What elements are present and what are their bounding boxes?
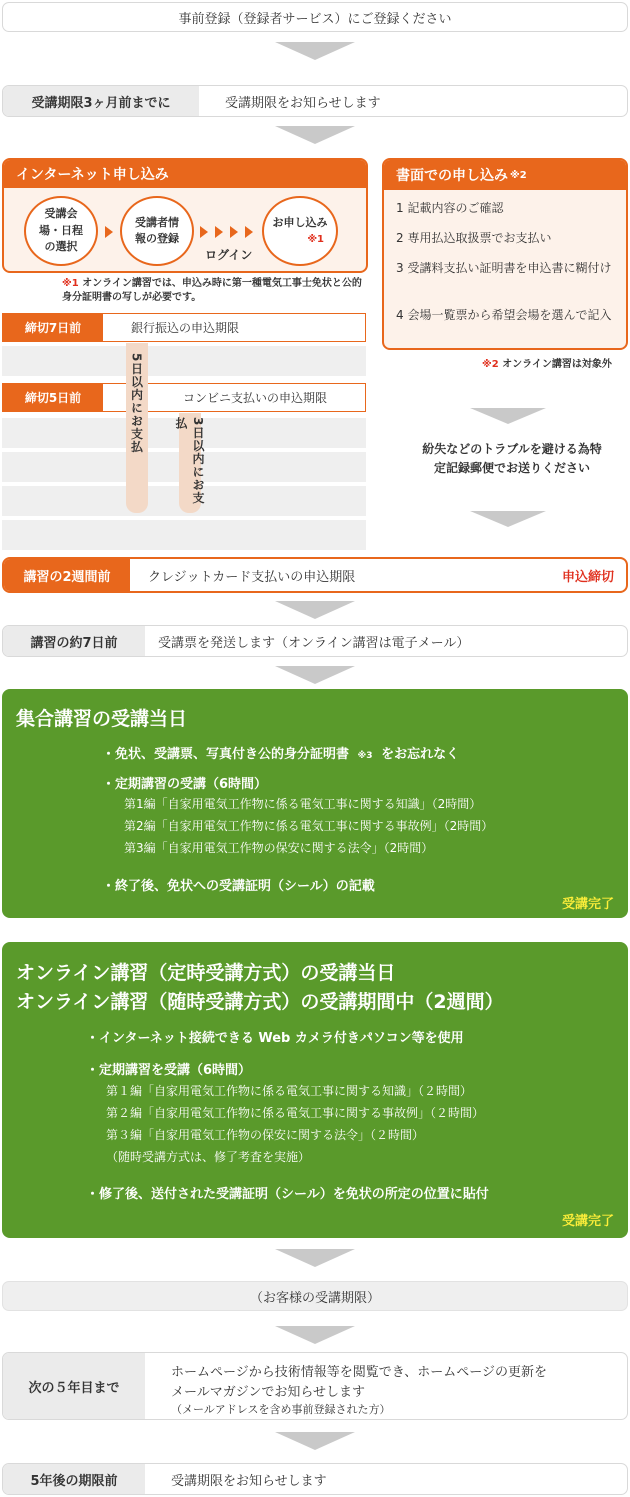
timeline-row xyxy=(2,520,366,550)
online-module: 第２編「自家用電気工作物に係る電気工事に関する事故例」（２時間） xyxy=(106,1106,485,1120)
step-student-registration-label: 受講者情報の登録 xyxy=(135,215,179,245)
step-venue-selection-label: 受講会場・日程の選択 xyxy=(39,207,83,254)
down-arrow-icon xyxy=(470,511,546,527)
arrow-right-icon xyxy=(245,226,253,238)
step-apply-label: お申し込み xyxy=(272,216,328,230)
down-arrow-icon xyxy=(275,666,355,684)
deadline-7days-tag: 締切7日前 xyxy=(3,314,103,341)
online-course-title-anytime: オンライン講習（随時受講方式）の受講期間中（2週間） xyxy=(16,991,504,1013)
online-course-title-fixed: オンライン講習（定時受講方式）の受講当日 xyxy=(16,962,396,984)
step-next-5-years-line3: （メールアドレスを含め事前登録された方） xyxy=(171,1403,391,1416)
arrow-right-icon xyxy=(215,226,223,238)
step-7days-label: 講習の約7日前 xyxy=(3,626,145,656)
arrow-right-icon xyxy=(200,226,208,238)
internet-application-title: インターネット申し込み xyxy=(4,160,366,188)
step-next-5-years-line1: ホームページから技術情報等を閲覧でき、ホームページの更新を xyxy=(171,1365,547,1380)
step-3months-label: 受講期限3ヶ月前までに xyxy=(3,86,199,116)
step-3months xyxy=(2,85,628,117)
step-2weeks-text: クレジットカード支払いの申込期限 xyxy=(148,569,356,585)
down-arrow-icon xyxy=(470,408,546,424)
step-2weeks xyxy=(2,557,628,593)
step-next-5-years-line2: メールマガジンでお知らせします xyxy=(171,1385,366,1400)
deadline-5days xyxy=(2,383,366,412)
onsite-module: 第1編「自家用電気工作物に係る電気工事に関する知識」（2時間） xyxy=(124,797,482,811)
online-module: 第１編「自家用電気工作物に係る電気工事に関する知識」（２時間） xyxy=(106,1084,473,1098)
step-after-5-years-label: 5年後の期限前 xyxy=(3,1464,145,1494)
online-module-note: （随時受講方式は、修了考査を実施） xyxy=(106,1150,311,1164)
step-apply xyxy=(262,196,338,266)
paper-application-title-note: ※2 xyxy=(510,169,527,181)
payment-window-5days xyxy=(126,343,148,513)
payment-window-5days-label: 5日以内にお支払 xyxy=(129,353,144,454)
step-next-5-years-label: 次の５年目まで xyxy=(3,1353,145,1419)
onsite-bullet-text: ・免状、受講票、写真付き公的身分証明書 xyxy=(102,747,350,762)
internet-footnote-mark: ※1 xyxy=(62,278,79,289)
step-2weeks-label: 講習の2週間前 xyxy=(4,559,130,591)
online-module: 第３編「自家用電気工作物の保安に関する法令」（２時間） xyxy=(106,1128,425,1142)
paper-application-title: 書面での申し込み xyxy=(396,168,508,184)
onsite-bullet xyxy=(102,743,459,762)
customer-course-period-text: （お客様の受講期限） xyxy=(249,1290,380,1306)
payment-window-3days-label: 3日以内にお支払 xyxy=(174,417,205,505)
down-arrow-icon xyxy=(275,126,355,144)
registered-mail-note: 紛失などのトラブルを避ける為特定記録郵便でお送りください xyxy=(422,442,602,475)
paper-footnote-mark: ※2 xyxy=(482,359,499,370)
step-apply-note: ※1 xyxy=(307,233,324,245)
onsite-course-box xyxy=(2,689,628,918)
down-arrow-icon xyxy=(275,601,355,619)
down-arrow-icon xyxy=(275,1249,355,1267)
step-preregister xyxy=(2,2,628,32)
internet-footnote-text: オンライン講習では、申込み時に第一種電気工事士免状と公的身分証明書の写しが必要です。 xyxy=(62,278,362,303)
down-arrow-icon xyxy=(275,42,355,60)
down-arrow-icon xyxy=(275,1432,355,1450)
onsite-module: 第2編「自家用電気工作物に係る電気工事に関する事故例」（2時間） xyxy=(124,819,494,833)
onsite-complete-label: 受講完了 xyxy=(561,897,614,912)
onsite-bullet: ・定期講習の受講（6時間） xyxy=(102,777,268,792)
step-preregister-text: 事前登録（登録者サービス）にご登録ください xyxy=(178,11,452,27)
paper-item: 1 記載内容のご確認 xyxy=(396,201,504,215)
onsite-bullet: ・終了後、免状への受講証明（シール）の記載 xyxy=(102,879,375,894)
step-next-5-years xyxy=(2,1352,628,1420)
onsite-module: 第3編「自家用電気工作物の保安に関する法令」（2時間） xyxy=(124,841,434,855)
online-bullet: ・インターネット接続できる Web カメラ付きパソコン等を使用 xyxy=(86,1031,464,1046)
timeline-row xyxy=(2,346,366,376)
online-complete-label: 受講完了 xyxy=(561,1214,614,1229)
login-label: ログイン xyxy=(205,248,253,262)
step-after-5-years xyxy=(2,1463,628,1495)
down-arrow-icon xyxy=(275,1326,355,1344)
online-bullet: ・定期講習を受講（6時間） xyxy=(86,1063,252,1078)
arrow-right-icon xyxy=(230,226,238,238)
online-course-box xyxy=(2,942,628,1238)
deadline-5days-tag: 締切5日前 xyxy=(3,384,103,411)
step-3months-text: 受講期限をお知らせします xyxy=(225,95,381,111)
onsite-course-title: 集合講習の受講当日 xyxy=(16,708,188,730)
customer-course-period xyxy=(2,1281,628,1311)
internet-footnote xyxy=(62,277,368,305)
onsite-bullet-note: ※3 xyxy=(357,751,373,761)
paper-item: 2 専用払込取扱票でお支払い xyxy=(396,231,552,245)
deadline-7days-text: 銀行振込の申込期限 xyxy=(131,321,240,335)
arrow-right-icon xyxy=(105,226,113,238)
application-closed-label: 申込締切 xyxy=(561,569,614,585)
step-student-registration xyxy=(120,196,194,266)
paper-footnote xyxy=(482,355,612,370)
step-venue-selection xyxy=(24,196,98,266)
paper-item: 3 受講料支払い証明書を申込書に糊付け xyxy=(396,261,612,275)
paper-item: 4 会場一覧票から希望会場を選んで記入 xyxy=(396,308,612,322)
deadline-7days xyxy=(2,313,366,342)
step-after-5-years-text: 受講期限をお知らせします xyxy=(171,1473,327,1489)
step-7days xyxy=(2,625,628,657)
online-bullet: ・修了後、送付された受講証明（シール）を免状の所定の位置に貼付 xyxy=(86,1187,489,1202)
paper-application-header xyxy=(384,160,626,190)
deadline-5days-text: コンビニ支払いの申込期限 xyxy=(183,391,328,405)
paper-footnote-text: オンライン講習は対象外 xyxy=(502,359,612,370)
step-7days-text: 受講票を発送します（オンライン講習は電子メール） xyxy=(158,635,470,651)
onsite-bullet-tail: をお忘れなく xyxy=(381,747,460,762)
payment-window-3days xyxy=(174,413,205,513)
